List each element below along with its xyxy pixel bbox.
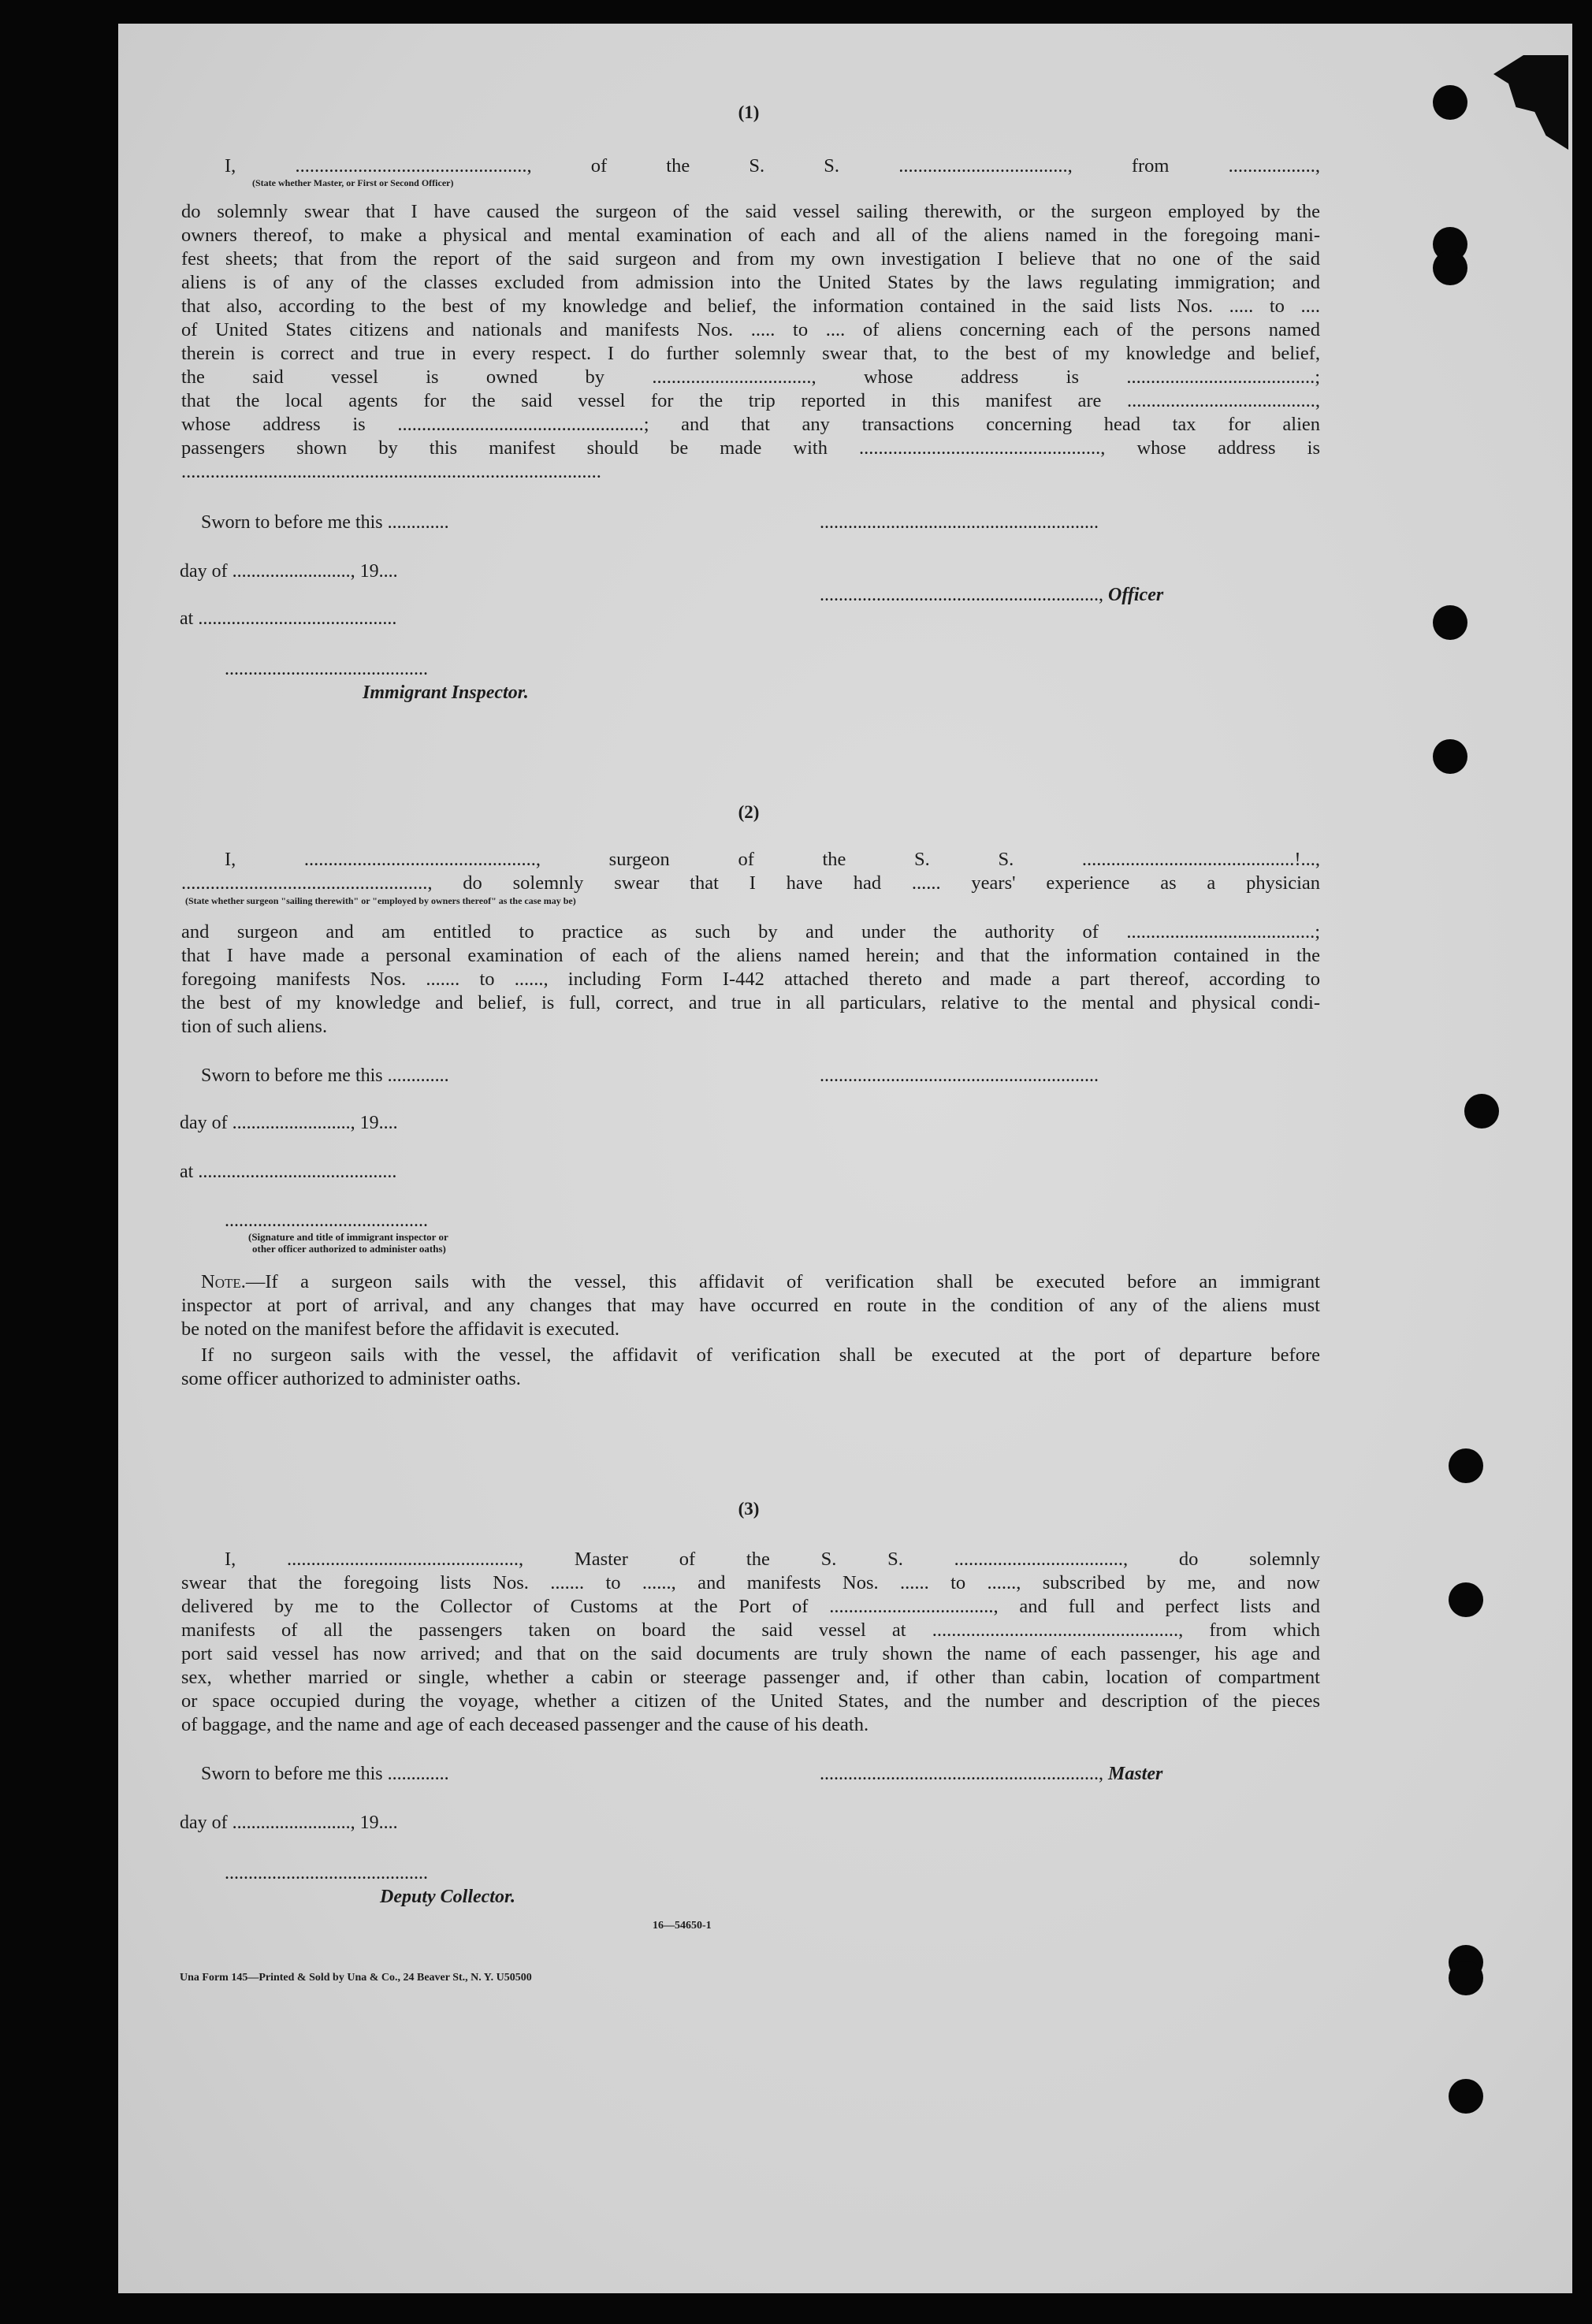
at-line: at .......................................... — [180, 608, 397, 629]
sworn-line: Sworn to before me this ............. — [201, 1065, 449, 1086]
officer-dots: ..........................................................., — [820, 585, 1108, 605]
body-line: sex, whether married or single, whether a cabin or steerage passenger and, if other than cabin, location of compartment — [181, 1667, 1320, 1688]
signature-line: ........................................................... — [820, 1065, 1099, 1086]
section-1-note: (State whether Master, or First or Second Officer) — [252, 177, 454, 188]
body-line: the said vessel is owned by ................................., whose address is .......................................; — [181, 366, 1320, 388]
body-line: therein is correct and true in every respect. I do further solemnly swear that, to the best of my knowledge and belief, — [181, 343, 1320, 364]
master-label: Master — [1108, 1764, 1163, 1784]
section-2-note: (State whether surgeon "sailing therewith" or "employed by owners thereof" as the case may be) — [185, 895, 576, 906]
sworn-line: Sworn to before me this ............. — [201, 1764, 449, 1784]
body-line: manifests of all the passengers taken on board the said vessel at ..................................................., from which — [181, 1619, 1320, 1641]
note-label: Note. — [201, 1271, 246, 1292]
master-dots: ..........................................................., — [820, 1764, 1108, 1784]
body-line: of United States citizens and nationals and manifests Nos. ..... to .... of aliens concerning each of the persons named — [181, 319, 1320, 340]
punch-hole — [1449, 2079, 1483, 2114]
collector-label: Deputy Collector. — [380, 1887, 515, 1907]
at-line: at .......................................... — [180, 1162, 397, 1182]
sworn-line: Sworn to before me this ............. — [201, 512, 449, 533]
note-line: some officer authorized to administer oaths. — [181, 1368, 521, 1389]
signature-caption: other officer authorized to administer oaths) — [252, 1243, 446, 1255]
day-line: day of ........................., 19.... — [180, 561, 398, 582]
punch-hole — [1433, 739, 1467, 774]
punch-hole — [1449, 1961, 1483, 1995]
body-line: ....................................................................................... — [181, 461, 601, 482]
form-code: 16—54650-1 — [653, 1920, 712, 1932]
body-line: or space occupied during the voyage, whether a citizen of the United States, and the number and description of the pieces — [181, 1690, 1320, 1712]
officer-line — [820, 585, 1163, 606]
signature-line: ........................................... — [225, 1210, 428, 1231]
body-line: passengers shown by this manifest should be made with .................................................., whose address is — [181, 437, 1320, 459]
body-line: and surgeon and am entitled to practice as such by and under the authority of .......................................; — [181, 921, 1320, 943]
body-line: do solemnly swear that I have caused the surgeon of the said vessel sailing therewith, or the surgeon employed by the — [181, 201, 1320, 222]
inspector-label: Immigrant Inspector. — [363, 682, 529, 703]
day-line: day of ........................., 19.... — [180, 1813, 398, 1833]
body-line: of baggage, and the name and age of each deceased passenger and the cause of his death. — [181, 1714, 869, 1735]
note-text: —If a surgeon sails with the vessel, this affidavit of verification shall be executed before an immigrant — [245, 1271, 1320, 1292]
punch-hole — [1433, 251, 1467, 285]
body-line: aliens is of any of the classes excluded from admission into the United States by the laws regulating immigration; and — [181, 272, 1320, 293]
officer-label: Officer — [1108, 585, 1164, 605]
punch-hole — [1433, 85, 1467, 120]
day-line: day of ........................., 19.... — [180, 1113, 398, 1133]
note-line: be noted on the manifest before the affidavit is executed. — [181, 1318, 620, 1340]
body-line: I, ................................................, Master of the S. S. ..................................., do solemnly — [225, 1549, 1320, 1570]
master-line — [820, 1764, 1162, 1785]
section-3-heading: (3) — [738, 1499, 760, 1519]
body-line: that also, according to the best of my knowledge and belief, the information contained in the said lists Nos. ..... to .... — [181, 296, 1320, 317]
section-2-heading: (2) — [738, 802, 760, 822]
section-1-heading: (1) — [738, 102, 760, 122]
note-line — [201, 1270, 1320, 1295]
signature-line: ........................................................... — [820, 512, 1099, 533]
torn-corner — [1493, 55, 1568, 150]
punch-hole — [1449, 1448, 1483, 1483]
section-1-line: I, ................................................, of the S. S. ..................................., from .................., — [225, 155, 1320, 177]
inspector-signature-line: ........................................... — [225, 659, 428, 679]
body-line: owners thereof, to make a physical and mental examination of each and all of the aliens named in the foregoing mani- — [181, 225, 1320, 246]
signature-caption: (Signature and title of immigrant inspector or — [248, 1231, 448, 1243]
body-line: whose address is ...................................................; and that any transactions concerning head tax for alien — [181, 414, 1320, 435]
punch-hole — [1464, 1094, 1499, 1129]
section-2-line: I, ................................................, surgeon of the S. S. ............................................!..., — [225, 849, 1320, 870]
body-line: tion of such aliens. — [181, 1016, 328, 1037]
body-line: delivered by me to the Collector of Customs at the Port of .................................., and full and perfect lists and — [181, 1596, 1320, 1617]
section-2-line: ..................................................., do solemnly swear that I have had ...... years' experience as a physician — [181, 872, 1320, 894]
body-line: foregoing manifests Nos. ....... to ......, including Form I-442 attached thereto and made a part thereof, according to — [181, 969, 1320, 990]
body-line: the best of my knowledge and belief, is full, correct, and true in all particulars, relative to the mental and physical condi- — [181, 992, 1320, 1013]
printer-footer: Una Form 145—Printed & Sold by Una & Co., 24 Beaver St., N. Y. U50500 — [180, 1972, 532, 1984]
body-line: fest sheets; that from the report of the said surgeon and from my own investigation I believe that no one of the said — [181, 248, 1320, 270]
body-line: swear that the foregoing lists Nos. ....... to ......, and manifests Nos. ...... to ......, subscribed by me, and now — [181, 1572, 1320, 1593]
punch-hole — [1433, 605, 1467, 640]
collector-signature-line: ........................................... — [225, 1863, 428, 1883]
body-line: that the local agents for the said vessel for the trip reported in this manifest are ......................................., — [181, 390, 1320, 411]
note-line: If no surgeon sails with the vessel, the affidavit of verification shall be executed at the port of departure before — [201, 1344, 1320, 1366]
punch-hole — [1449, 1582, 1483, 1617]
body-line: that I have made a personal examination of each of the aliens named herein; and that the information contained in the — [181, 945, 1320, 966]
body-line: port said vessel has now arrived; and that on the said documents are truly shown the name of each passenger, his age and — [181, 1643, 1320, 1664]
note-line: inspector at port of arrival, and any changes that may have occurred en route in the condition of any of the aliens must — [181, 1295, 1320, 1316]
